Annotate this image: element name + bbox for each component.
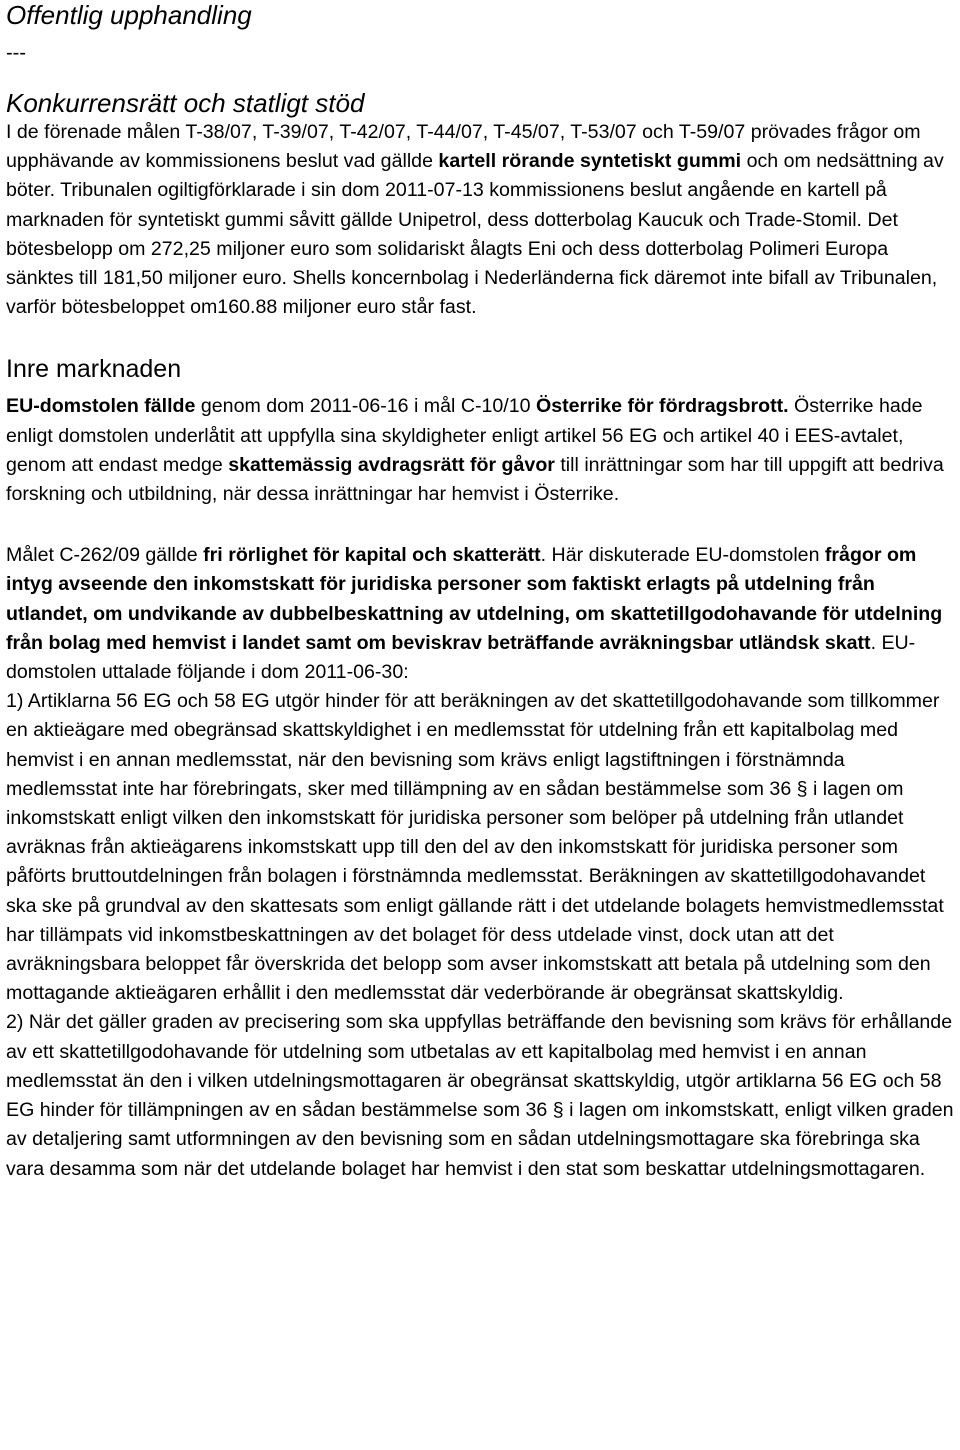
- text-run: genom dom 2011-06-16 i mål C-10/10: [195, 395, 536, 418]
- text-run: Österrike hade enligt domstolen underlåtit att uppfylla sina skyldigheter enligt artikel 56 EG och artikel 40 i EES-avtalet, genom att endast medge: [6, 395, 923, 476]
- section-heading-konkurrensratt: Konkurrensrätt och statligt stöd: [6, 88, 365, 118]
- bold-text-run: fri rörlighet för kapital och skatterätt: [203, 544, 541, 567]
- bold-text-run: frågor om intyg avseende den inkomstskatt för juridiska personer som faktiskt erlagts på utdelning från utlandet, om undvikande av dubbelbeskattning av utdelning, om skattetillgodohavande för utdelning från bolag med hemvist i landet samt om beviskrav beträffande avräkningsbar utländsk skatt: [6, 544, 943, 654]
- section-heading-inre-marknaden: Inre marknaden: [6, 355, 182, 384]
- paragraph-point-1: [6, 687, 956, 1008]
- bold-text-run: kartell rörande syntetiskt gummi: [438, 150, 742, 173]
- text-run: och om nedsättning av böter. Tribunalen ogiltigförklarade i sin dom 2011-07-13 kommissionens beslut angående en kartell på marknaden för syntetiskt gummi såvitt gällde Unipetrol, dess dotterbolag Kaucuk och Trade-Stomil. Det bötesbelopp om 272,25 miljoner euro som solidariskt ålagts Eni och dess dotterbolag Polimeri Europa sänktes till 181,50 miljoner euro. Shells koncernbolag i Nederländerna fick däremot inte bifall av Tribunalen, varför bötesbeloppet om160.88 miljoner euro står fast.: [6, 150, 944, 319]
- paragraph-c262-09: [6, 541, 956, 687]
- bold-text-run: EU-domstolen fällde: [6, 395, 196, 418]
- bold-text-run: skattemässig avdragsrätt för gåvor: [228, 453, 555, 476]
- text-run: . Här diskuterade EU-domstolen: [540, 544, 825, 567]
- paragraph-point-2: [6, 1008, 956, 1183]
- paragraph-gap: [6, 509, 956, 541]
- text-run: till inrättningar som har till uppgift att bedriva forskning och utbildning, när dessa inrättningar har hemvist i Österrike.: [6, 453, 944, 506]
- doc-title: Offentlig upphandling: [6, 0, 252, 30]
- paragraph-kartell: [6, 118, 956, 322]
- bold-text-run: Österrike för fördragsbrott.: [535, 395, 789, 418]
- text-run: . EU-domstolen uttalade följande i dom 2011-06-30:: [6, 631, 916, 684]
- text-run: Målet C-262/09 gällde: [6, 544, 204, 567]
- separator: ---: [6, 42, 26, 64]
- paragraph-osterrike: [6, 392, 956, 509]
- text-run: I de förenade målen T-38/07, T-39/07, T-42/07, T-44/07, T-45/07, T-53/07 och T-59/07 prövades frågor om upphävande av kommissionens beslut vad gällde: [6, 121, 921, 173]
- text-run: 2) När det gäller graden av precisering som ska uppfyllas beträffande den bevisning som krävs för erhållande av ett skattetillgodohavande för utdelning som utbetalas av ett kapitalbolag med hemvist i en annan medlemsstat än den i vilken utdelningsmottagaren är obegränsat skattskyldig, utgör artiklarna 56 EG och 58 EG hinder för tillämpningen av en sådan bestämmelse som 36 § i lagen om inkomstskatt, enligt vilken graden av detaljering samt utformningen av den bevisning som en sådan utdelningsmottagare ska förebringa ska vara desamma som när det utdelande bolaget har hemvist i den stat som beskattar utdelningsmottagaren.: [6, 1011, 954, 1180]
- text-run: 1) Artiklarna 56 EG och 58 EG utgör hinder för att beräkningen av det skattetillgodohavande som tillkommer en aktieägare med obegränsad skattskyldighet i en medlemsstat för utdelning från ett kapitalbolag med hemvist i en annan medlemsstat, när den bevisning som krävs enligt lagstiftningen i förstnämnda medlemsstat inte har förebringats, sker med tillämpning av en sådan bestämmelse som 36 § i lagen om inkomstskatt enligt vilken den inkomstskatt för juridiska personer som belöper på utdelning från utlandet avräknas från aktieägarens inkomstskatt upp till den del av den inkomstskatt för juridiska personer som påförts bruttoutdelningen från bolagen i förstnämnda medlemsstat. Beräkningen av skattetillgodohavandet ska ske på grundval av den skattesats som enligt gällande rätt i det utdelande bolagets hemvistmedlemsstat har tillämpats vid inkomstbeskattningen av det bolaget för dess utdelade vinst, dock utan att det avräkningsbara beloppet får överskrida det belopp som avser inkomstskatt att betala på utdelning som den mottagande aktieägaren erhållit i den medlemsstat där vederbörande är obegränsat skattskyldig.: [6, 690, 944, 1005]
